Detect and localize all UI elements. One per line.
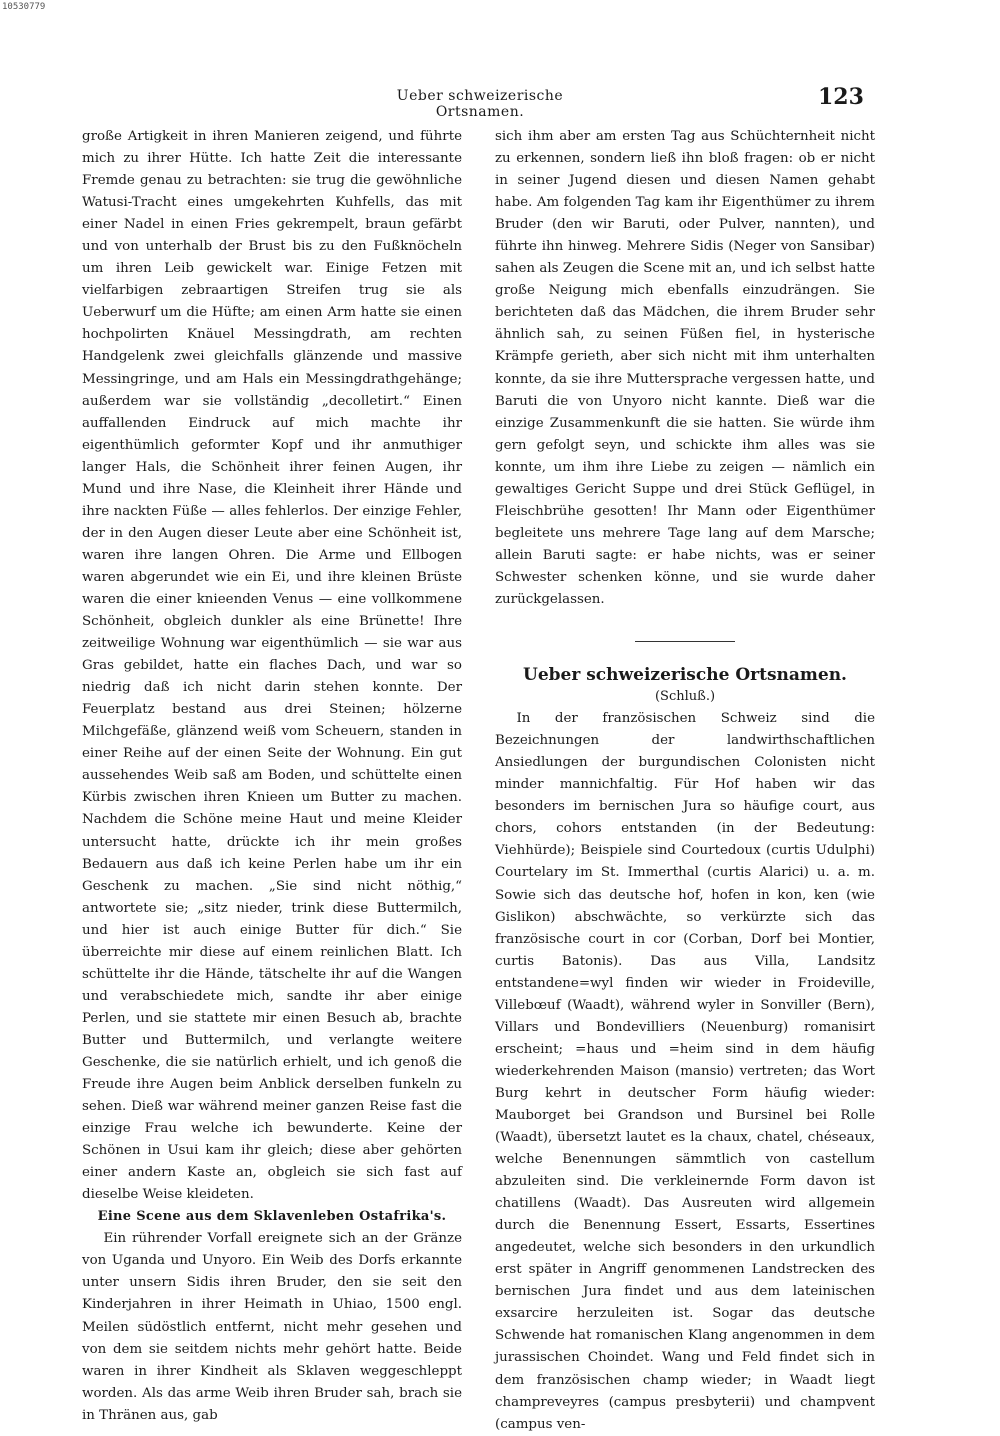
section-divider (635, 641, 735, 642)
right-paragraph-1: sich ihm aber am ersten Tag aus Schüchternheit nicht zu erkennen, sondern ließ ihn bloß fragen: ob er nicht in seiner Jugend diesen und diesen Namen gehabt habe. Am folgenden Tag kam ihr Eigenthümer zu ihrem Bruder (den wir Baruti, oder Pulver, nannten), und führte ihn hinweg. Mehrere Sidis (Neger von Sansibar) sahen als Zeugen die Scene mit an, und ich selbst hatte große Neigung mich ebenfalls einzudrängen. Sie berichteten daß das Mädchen, die ihrem Bruder sehr ähnlich sah, zu seinen Füßen fiel, in hysterische Krämpfe gerieth, aber sich nicht mit ihm unterhalten konnte, da sie ihre Muttersprache vergessen hatte, und Baruti die von Unyoro nicht kannte. Dieß war die einzige Zusammenkunft die sie hatten. Sie würde ihm gern gefolgt seyn, und schickte ihm alles was sie konnte, um ihm ihre Liebe zu zeigen — nämlich ein gewaltiges Gericht Suppe und drei Stück Geflügel, in Fleischbrühe gesotten! Ihr Mann oder Eigenthümer begleitete uns mehrere Tage lang auf dem Marsche; allein Baruti sagte: er habe nichts, was er seiner Schwester schenken könne, und sie wurde daher zurückgelassen. (495, 129, 875, 607)
left-paragraph-1: große Artigkeit in ihren Manieren zeigend, und führte mich zu ihrer Hütte. Ich hatte Zeit die interessante Fremde genau zu betrachten: sie trug die gewöhnliche Watusi-Tracht eines umgekehrten Kuhfells, das mit einer Nadel in einen Fries gekrempelt, braun gefärbt und von unterhalb der Brust bis zu den Fußknöcheln um ihren Leib gewickelt war. Einige Fetzen mit vielfarbigen zebraartigen Streifen trug sie als Ueberwurf um die Hüfte; am einen Arm hatte sie einen hochpolirten Knäuel Messingdrath, am rechten Handgelenk zwei gleichfalls glänzende und massive Messingringe, und am Hals ein Messingdrathgehänge; außerdem war sie vollständig „decolletirt.“ Einen auffallenden Eindruck auf mich machte ihr eigenthümlich geformter Kopf und ihr anmuthiger langer Hals, die Schönheit ihrer feinen Augen, ihr Mund und ihre Nase, die Kleinheit ihrer Hände und ihre nackten Füße — alles fehlerlos. Der einzige Fehler, der in den Augen dieser Leute aber eine Schönheit ist, waren ihre langen Ohren. Die Arme und Ellbogen waren abgerundet wie ein Ei, und ihre kleinen Brüste waren die einer knieenden Venus — eine vollkommene Schönheit, obgleich dunkler als eine Brünette! Ihre zeitweilige Wohnung war eigenthümlich — sie war aus Gras gebildet, hatte ein flaches Dach, und war so niedrig daß ich nicht darin stehen konnte. Der Feuerplatz bestand aus drei Steinen; hölzerne Milchgefäße, glänzend weiß vom Scheuern, standen in einer Reihe auf der einen Seite der Wohnung. Ein gut aussehendes Weib saß am Boden, und schüttelte einen Kürbis zwischen ihren Knieen um Butter zu machen. Nachdem die Schöne meine Haut und meine Kleider untersucht hatte, drückte ich ihr mein großes Bedauern aus daß ich keine Perlen habe um ihr ein Geschenk zu machen. „Sie sind nicht nöthig,“ antwortete sie; „sitz nieder, trink diese Buttermilch, und hier ist auch einige Butter für dich.“ Sie überreichte mir diese auf einem reinlichen Blatt. Ich schüttelte ihr die Hände, tätschelte ihr auf die Wangen und verabschiedete mich, sandte ihr aber einige Perlen, und sie stattete mir einen Besuch ab, brachte Butter und Buttermilch, und verlangte weitere Geschenke, die sie natürlich erhielt, und ich genoß die Freude ihre Augen beim Anblick derselben funkeln zu sehen. Dieß war während meiner ganzen Reise fast die einzige Frau welche ich bewunderte. Keine der Schönen in Usui kam ihr gleich; diese aber gehörten einer andern Kaste an, obgleich sie sich fast auf dieselbe Weise kleideten. (82, 129, 462, 1203)
section-subheading: Eine Scene aus dem Sklavenleben Ostafrika's. (97, 1209, 447, 1225)
page-id-label: 10530779 (2, 2, 46, 12)
article-subtitle: (Schluß.) (654, 689, 716, 705)
left-column (82, 126, 462, 1427)
left-paragraph-2: Ein rührender Vorfall ereignete sich an der Gränze von Uganda und Unyoro. Ein Weib des Dorfs erkannte unter unsern Sidis ihren Bruder, den sie seit den Kinderjahren in ihrer Heimath in Uhiao, 1500 engl. Meilen südöstlich entfernt, nicht mehr gesehen und von dem sie seitdem nichts mehr gehört hatte. Beide waren in ihrer Kindheit als Sklaven weggeschleppt worden. Als das arme Weib ihren Bruder sah, brach sie in Thränen aus, gab (82, 1231, 462, 1423)
running-head: Ueber schweizerische Ortsnamen. (396, 88, 564, 120)
page-number: 123 (818, 84, 864, 110)
right-column (495, 126, 875, 1436)
article-title: Ueber schweizerische Ortsnamen. (523, 665, 847, 686)
right-paragraph-2: In der französischen Schweiz sind die Bezeichnungen der landwirthschaftlichen Ansiedlungen der burgundischen Colonisten nicht minder mannichfaltig. Für Hof haben wir das besonders im bernischen Jura so häufige court, aus chors, cohors entstanden (in der Bedeutung: Viehhürde); Beispiele sind Courtedoux (curtis Udulphi) Courtelary im St. Immerthal (curtis Alarici) u. a. m. Sowie sich das deutsche hof, hofen in kon, ken (wie Gislikon) abschwächte, so verkürzte sich das französische court in cor (Corban, Dorf bei Montier, curtis Batonis). Das aus Villa, Landsitz entstandene=wyl finden wir wieder in Froideville, Villebœuf (Waadt), während wyler in Sonviller (Bern), Villars und Bondevilliers (Neuenburg) romanisirt erscheint; =haus und =heim sind in dem häufig wiederkehrenden Maison (mansio) vertreten; das Wort Burg kehrt in deutscher Form häufig wieder: Mauborget bei Grandson und Bursinel bei Rolle (Waadt), übersetzt lautet es la chaux, chatel, chéseaux, welche Benennungen sämmtlich von castellum abzuleiten sind. Die verkleinernde Form davon ist chatillens (Waadt). Das Ausreuten wird allgemein durch die Benennung Essert, Essarts, Essertines angedeutet, welche sich besonders in den urkundlich erst später in Angriff genommenen Landstrecken des bernischen Jura findet und aus dem lateinischen exsarcire herzuleiten ist. Sogar das deutsche Schwende hat romanischen Klang angenommen in dem jurassischen Choindet. Wang und Feld findet sich in dem französischen champ wieder; in Waadt liegt champreveyres (campus presbyterii) und champvent (campus ven- (495, 711, 875, 1432)
